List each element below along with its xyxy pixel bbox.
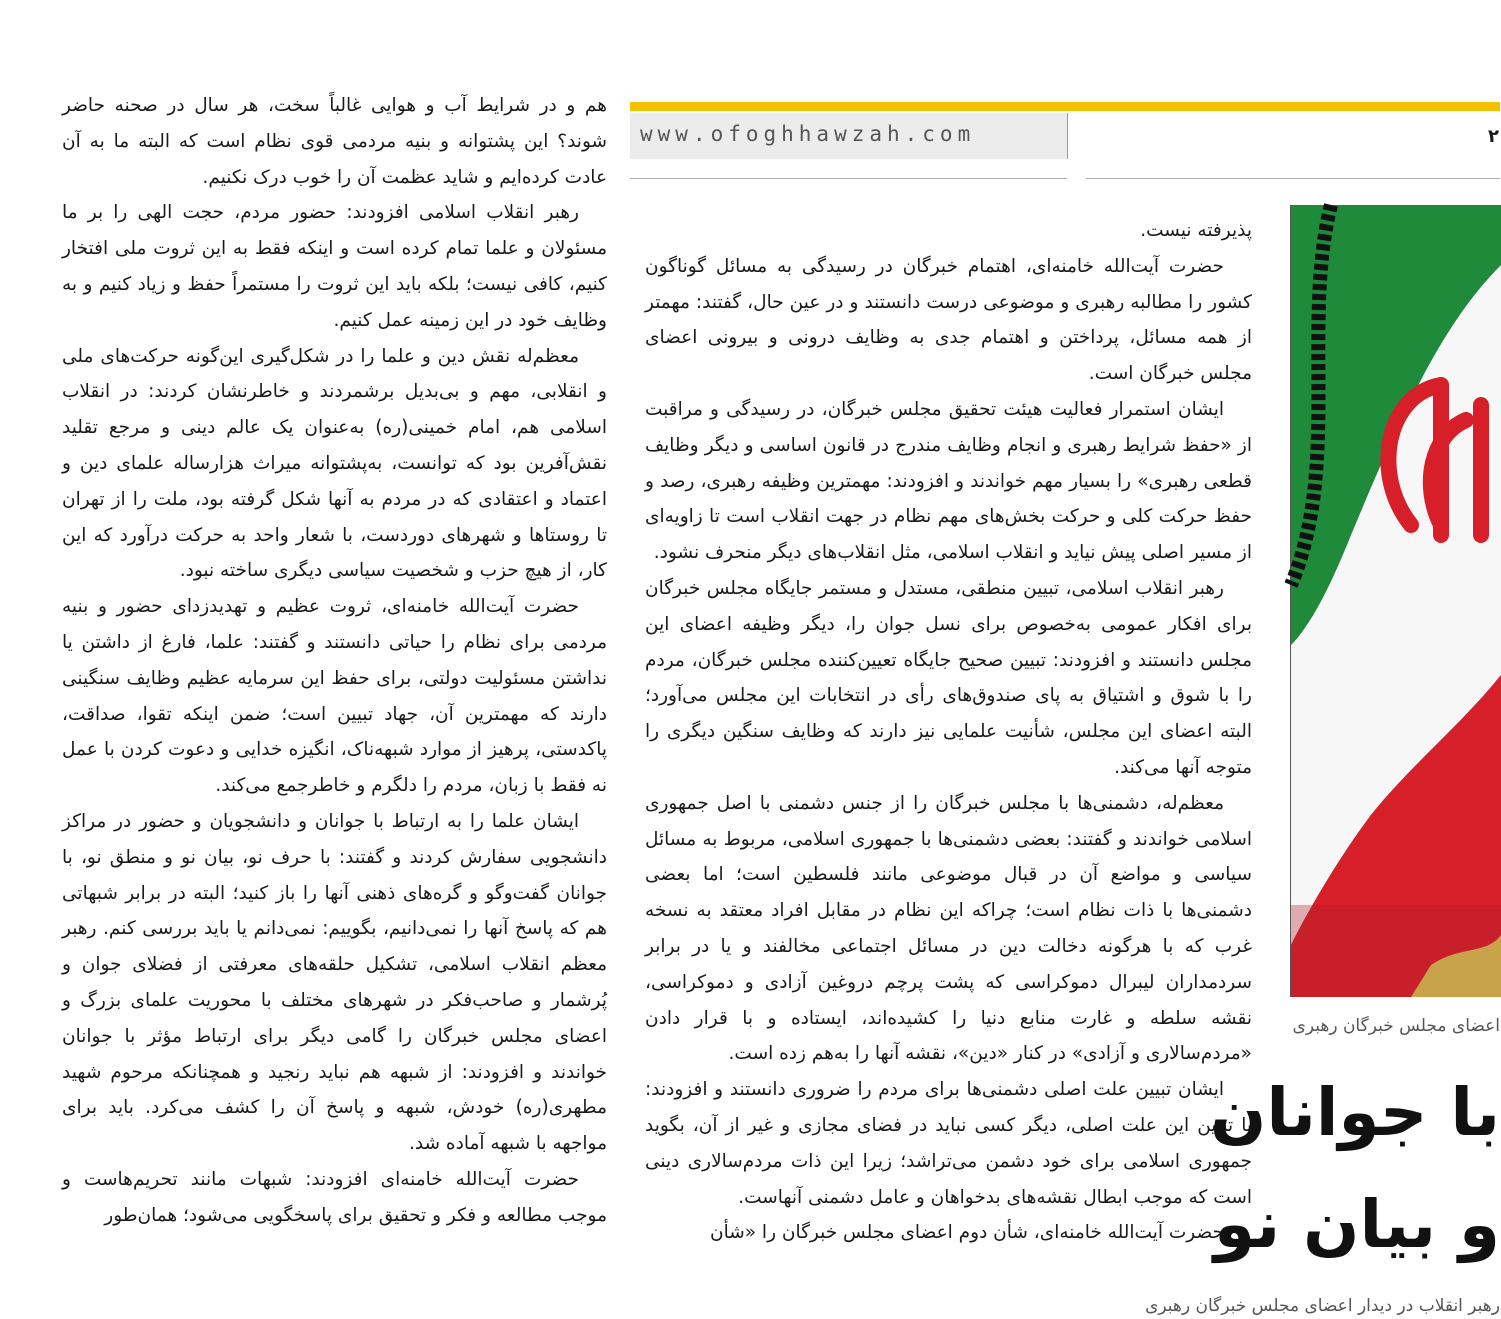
article-column-left — [62, 88, 607, 1234]
website-url[interactable]: www.ofoghhawzah.com — [640, 122, 976, 146]
headline-subcaption: رهبر انقلاب در دیدار اعضای مجلس خبرگان رهبری — [1145, 1296, 1500, 1316]
website-banner — [630, 113, 1068, 159]
article-paragraph: حضرت آیت‌الله خامنه‌ای، شأن دوم اعضای مجلس خبرگان را «شأن — [710, 1222, 1224, 1244]
header-divider-left — [630, 178, 1067, 179]
headline-line-2: و بیان نو — [1214, 1186, 1500, 1263]
article-paragraph: معظم‌له نقش دین و علما را در شکل‌گیری این‌گونه حرکت‌های ملی و انقلابی، مهم و بی‌بدیل برشمردند و خاطرنشان کردند: در انقلاب اسلامی هم، امام خمینی(ره) به‌عنوان یک عالم دینی و مرجع تقلید نقش‌آفرین بود که توانست، به‌پشتوانه میراث هزارساله علمای دین و اعتماد و اعتقادی که در مردم به آنها شکل گرفته بود، ملت را از تهران تا روستاها و شهرهای دوردست، با شعار واحد به حرکت درآورد که این کار، از هیچ حزب و شخصیت سیاسی دیگری ساخته نبود. — [62, 345, 607, 582]
article-paragraph: حضرت آیت‌الله خامنه‌ای، ثروت عظیم و تهدیدزدای حضور و بنیه مردمی برای نظام را حیاتی دانستند و گفتند: علما، فارغ از داشتن یا نداشتن مسئولیت دولتی، برای حفظ این سرمایه عظیم وظایف سنگینی دارند که مهمترین آن، جهاد تبیین است؛ ضمن اینکه تقوا، صداقت، پاکدستی، پرهیز از موارد شبهه‌ناک، انگیزه خدایی و دعوت کردن با عمل نه فقط با زبان، مردم را دلگرم و خاطرجمع می‌کند. — [62, 596, 607, 797]
news-photo — [1290, 205, 1501, 997]
article-paragraph: ایشان استمرار فعالیت هیئت تحقیق مجلس خبرگان، در رسیدگی و مراقبت از «حفظ شرایط رهبری و انجام وظایف مندرج در قانون اساسی و دیگر وظایف قطعی رهبری» را بسیار مهم خواندند و افزودند: مهمترین وظیفه رهبری، رصد و حفظ حرکت کلی و حرکت بخش‌های مهم نظام در جهت انقلاب است تا زاویه‌ای از مسیر اصلی پیش نیاید و انقلاب اسلامی، مثل انقلاب‌های دیگر منحرف نشود. — [645, 398, 1252, 564]
photo-caption: اعضای مجلس خبرگان رهبری — [1292, 1016, 1500, 1036]
article-paragraph: معظم‌له، دشمنی‌ها با مجلس خبرگان را از جنس دشمنی با اصل جمهوری اسلامی خواندند و گفتند: بعضی دشمنی‌ها با جمهوری اسلامی، مربوط به مسائل سیاسی و مواضع آن در قبال موضوعی مانند فلسطین است؛ اما بعضی دشمنی‌ها با ذات نظام است؛ چراکه این نظام در مقابل افراد معتقد به نسخه غرب که با هرگونه دخالت دین در مسائل اجتماعی مخالفند و یا در برابر سردمداران لیبرال دموکراسی که پشت پرچم دروغین آزادی و دموکراسی، نقشه سلطه و غارت منابع دنیا را کشیده‌اند، ایستاده و با قرار دادن «مردم‌سالاری و آزادی» در کنار «دین»، نقشه آنها را به‌هم زده است. — [645, 792, 1252, 1065]
page-number: ۲ — [1488, 126, 1499, 147]
flag-image — [1291, 205, 1501, 997]
headline-line-1: با جوانان — [1209, 1074, 1500, 1151]
article-column-middle — [645, 213, 1252, 1251]
article-paragraph: حضرت آیت‌الله خامنه‌ای، اهتمام خبرگان در رسیدگی به مسائل گوناگون کشور را مطالبه رهبری و موضوعی درست دانستند و در عین حال، گفتند: مهمتر از همه مسائل، پرداختن و اهتمام جدی به وظایف درونی و بیرونی اعضای مجلس خبرگان است. — [645, 255, 1252, 385]
article-paragraph: پذیرفته نیست. — [1140, 220, 1252, 241]
article-paragraph: ایشان تبیین علت اصلی دشمنی‌ها برای مردم را ضروری دانستند و افزودند: با تبیین این علت اصلی، دیگر کسی نباید در فضای مجازی و غیر از آن، بگوید جمهوری اسلامی برای خود دشمن می‌تراشد؛ زیرا این ذات مردم‌سالاری دینی است که موجب ابطال نقشه‌های بدخواهان و عامل دشمنی آنهاست. — [645, 1079, 1252, 1208]
article-paragraph: رهبر انقلاب اسلامی، تبیین منطقی، مستدل و مستمر جایگاه مجلس خبرگان برای افکار عمومی به‌خصوص برای نسل جوان را، دیگر وظیفه اعضای این مجلس دانستند و افزودند: تبیین صحیح جایگاه تعیین‌کننده مجلس خبرگان، مردم را با شوق و اشتیاق به پای صندوق‌های رأی در انتخابات این مجلس می‌آورد؛ البته اعضای این مجلس، شأنیت علمایی نیز دارند که وظایف سنگین دیگری را متوجه آنها می‌کند. — [645, 577, 1252, 778]
header-accent-bar — [630, 102, 1500, 111]
article-paragraph: هم و در شرایط آب و هوایی غالباً سخت، هر سال در صحنه حاضر شوند؟ این پشتوانه و بنیه مردمی قوی نظام است که البته ما به آن عادت کرده‌ایم و شاید عظمت آن را خوب درک نکنیم. — [62, 95, 607, 188]
article-paragraph: حضرت آیت‌الله خامنه‌ای افزودند: شبهات مانند تحریم‌هاست و موجب مطالعه و فکر و تحقیق برای پاسخگویی می‌شود؛ همان‌طور — [62, 1168, 607, 1226]
article-paragraph: رهبر انقلاب اسلامی افزودند: حضور مردم، حجت الهی را بر ما مسئولان و علما تمام کرده است و اینکه فقط به این ثروت ملی افتخار کنیم، کافی نیست؛ بلکه باید این ثروت را مستمراً حفظ و زیاد کنیم و به وظایف خود در این زمینه عمل کنیم. — [62, 202, 607, 331]
article-paragraph: ایشان علما را به ارتباط با جوانان و دانشجویان و حضور در مراکز دانشجویی سفارش کردند و گفتند: با حرف نو، بیان نو و منطق نو، با جوانان گفت‌وگو و گره‌های ذهنی آنها را باز کنید؛ البته در برابر شبهاتی هم که پاسخ آنها را نمی‌دانیم، بگوییم: نمی‌دانم یا باید بررسی کنم. رهبر معظم انقلاب اسلامی، تشکیل حلقه‌های معرفتی از فضلای جوان و پُرشمار و صاحب‌فکر در شهرهای مختلف با محوریت علمای بزرگ و اعضای مجلس خبرگان را گامی دیگر برای ارتباط مؤثر با جوانان خواندند و افزودند: از شبهه هم نباید رنجید و همچنانکه مرحوم شهید مطهری(ره) خودش، شبهه و پاسخ آن را کشف می‌کرد. باید برای مواجهه با شبهه آماده شد. — [62, 810, 607, 1155]
header-divider-right — [1086, 178, 1500, 179]
